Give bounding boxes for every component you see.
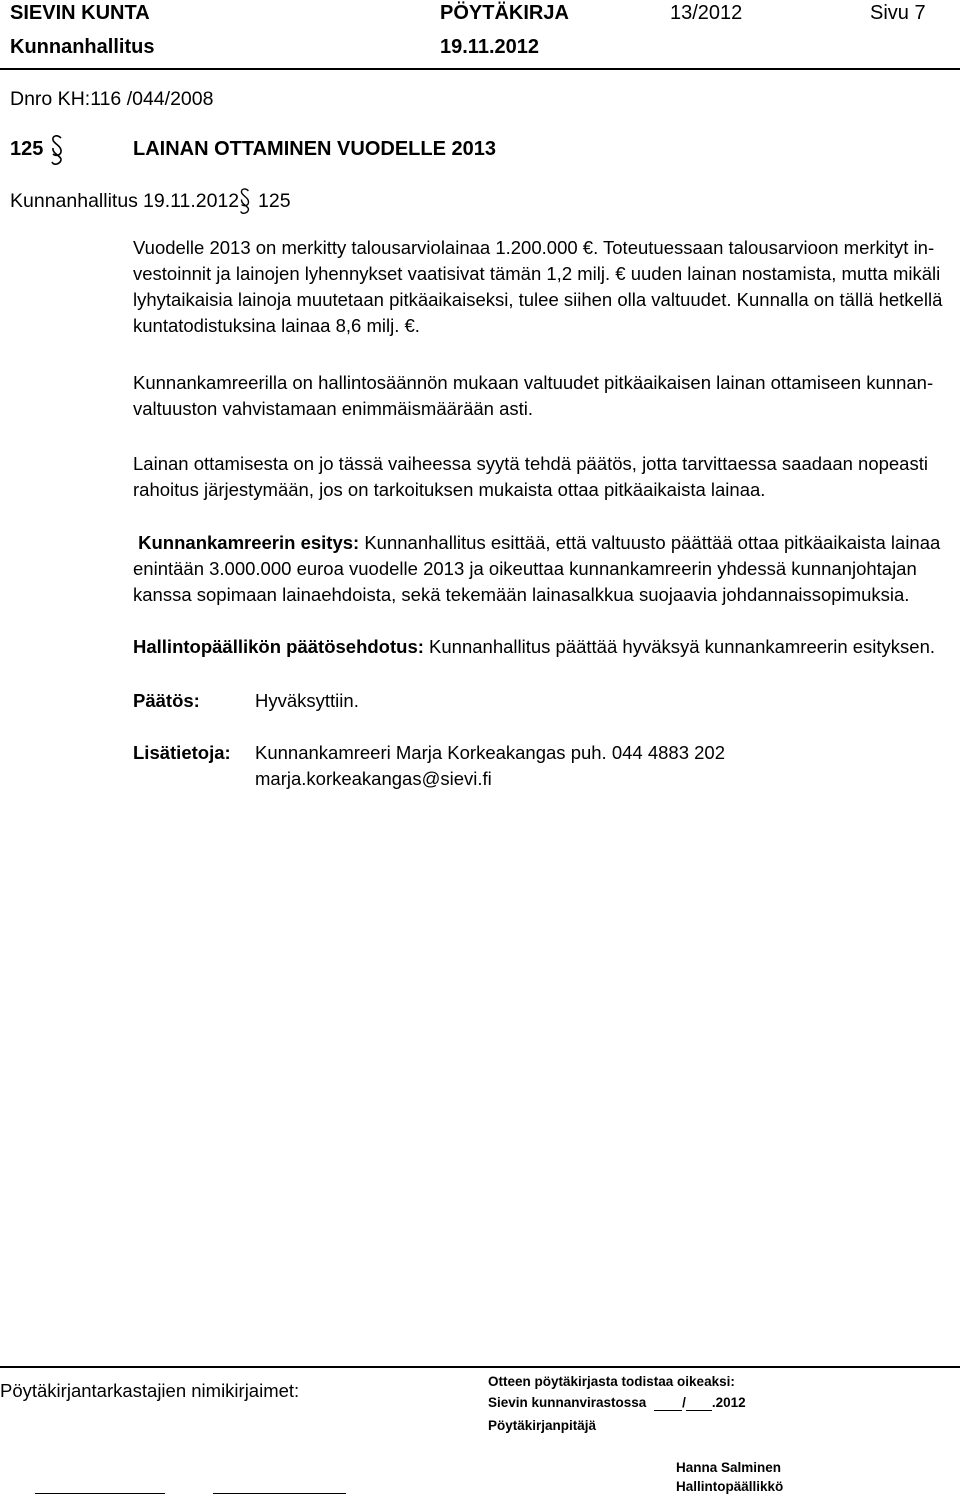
decision-proposal-label: Hallintopäällikön päätösehdotus: — [133, 636, 424, 657]
item-number: 125 — [10, 138, 44, 160]
text-line: lyhytaikaisia lainoja muutetaan pitkäaikaiseksi, tulee siihen olla valtuudet. Kunnalla on tällä hetkellä — [133, 289, 943, 310]
body-name: Kunnanhallitus — [10, 36, 155, 58]
text-line: Lainan ottamisesta on jo tässä vaiheessa syytä tehdä päätös, jotta tarvittaessa saadaan nopeasti — [133, 453, 928, 474]
text-line: enintään 3.000.000 euroa vuodelle 2013 ja oikeuttaa kunnankamreerin yhdessä kunnanjohtajan — [133, 558, 917, 579]
proposal-label: Kunnankamreerin esitys: — [138, 532, 360, 553]
date-separator: / — [682, 1395, 686, 1410]
section-sign-icon — [50, 134, 64, 173]
office-line — [488, 1395, 746, 1411]
proposal-text: Kunnanhallitus esittää, että valtuusto päättää ottaa pitkäaikaista lainaa — [359, 532, 941, 553]
section-sign-icon — [239, 187, 251, 222]
paragraph-proposal — [133, 530, 948, 608]
text-line: kuntatodistuksina lainaa 8,6 milj. €. — [133, 315, 420, 336]
decision-label: Päätös: — [133, 690, 200, 711]
checkers-label: Pöytäkirjantarkastajien nimikirjaimet: — [0, 1380, 300, 1401]
item-title: LAINAN OTTAMINEN VUODELLE 2013 — [133, 138, 496, 160]
meeting-ref-date: 19.11.2012 — [143, 190, 240, 212]
footer-rule — [0, 1366, 960, 1368]
office-prefix: Sievin kunnanvirastossa — [488, 1395, 647, 1410]
month-blank — [686, 1395, 712, 1411]
year-suffix: .2012 — [711, 1395, 746, 1410]
org-name: SIEVIN KUNTA — [10, 2, 150, 24]
header-date: 19.11.2012 — [440, 36, 539, 58]
doc-number: 13/2012 — [670, 2, 743, 24]
text-line: valtuuston vahvistamaan enimmäismäärään asti. — [133, 398, 533, 419]
decision-value: Hyväksyttiin. — [255, 690, 359, 711]
reference-number: Dnro KH:116 /044/2008 — [10, 88, 214, 110]
paragraph-authority — [133, 370, 948, 422]
text-line: Vuodelle 2013 on merkitty talousarviolainaa 1.200.000 €. Toteutuessaan talousarvioon merkityt in- — [133, 237, 935, 258]
text-line — [133, 530, 948, 556]
text-line — [133, 634, 948, 660]
decision-proposal-text: Kunnanhallitus päättää hyväksyä kunnankamreerin esityksen. — [423, 636, 935, 657]
meeting-ref-number: 125 — [258, 190, 291, 212]
meeting-ref-body: Kunnanhallitus — [10, 190, 138, 212]
signer-name: Hanna Salminen — [676, 1460, 782, 1475]
text-line: vestoinnit ja lainojen lyhennykset vaatisivat tämän 1,2 milj. € uuden lainan nostamista, mutta mikäli — [133, 263, 941, 284]
text-line: rahoitus järjestymään, jos on tarkoituksen mukaista ottaa pitkäaikaista lainaa. — [133, 479, 766, 500]
doc-type: PÖYTÄKIRJA — [440, 2, 569, 24]
info-label: Lisätietoja: — [133, 742, 231, 763]
text-line: Kunnankamreerilla on hallintosäännön mukaan valtuudet pitkäaikaisen lainan ottamiseen kunnan- — [133, 372, 934, 393]
text-line: kanssa sopimaan lainaehdoista, sekä tekemään lainasalkkua suojaavia johdannaissopimuksia. — [133, 584, 910, 605]
page-number: Sivu 7 — [870, 2, 926, 24]
paragraph-loan-background — [133, 235, 948, 339]
info-email: marja.korkeakangas@sievi.fi — [255, 768, 492, 789]
paragraph-rationale — [133, 451, 948, 503]
role-secretary: Pöytäkirjanpitäjä — [488, 1418, 597, 1433]
initials-line — [213, 1493, 346, 1494]
paragraph-decision-proposal — [133, 634, 948, 660]
initials-line — [35, 1493, 165, 1494]
header-rule — [0, 68, 960, 70]
signer-role: Hallintopäällikkö — [676, 1479, 784, 1494]
info-contact: Kunnankamreeri Marja Korkeakangas puh. 044 4883 202 — [255, 742, 726, 763]
day-blank — [654, 1395, 682, 1411]
certify-label: Otteen pöytäkirjasta todistaa oikeaksi: — [488, 1374, 735, 1389]
